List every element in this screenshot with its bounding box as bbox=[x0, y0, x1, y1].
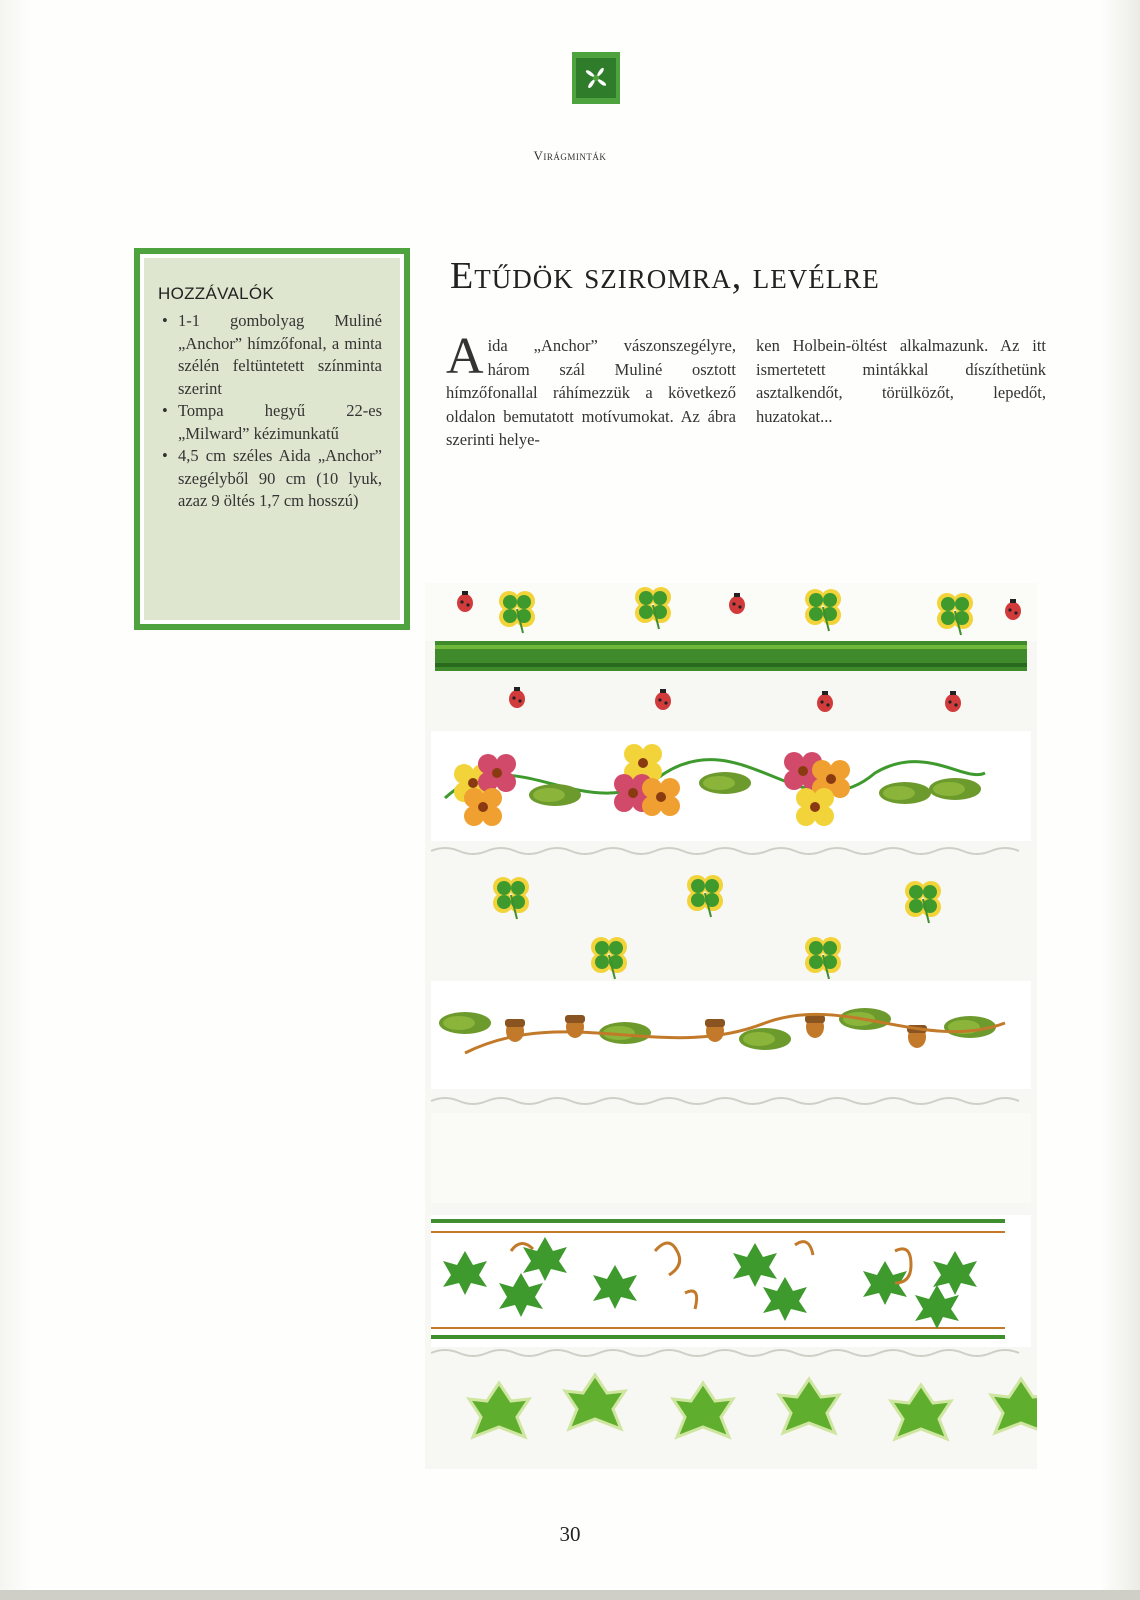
article-text-1: ida „Anchor” vászonszegélyre, három szál Muliné osztott hímzőfonallal ráhímezzük a következő oldalon bemutatott motívumokat. Az ábra szerinti helye- bbox=[446, 336, 736, 450]
ingredients-box bbox=[134, 248, 410, 630]
clover-logo-icon bbox=[570, 50, 622, 106]
article-column-1 bbox=[446, 328, 736, 452]
section-label: Virágminták bbox=[533, 148, 607, 163]
article-text-2: ken Holbein-öltést alkalmazunk. Az itt ismertetett mintákkal díszíthetünk asztalkendőt, törülközőt, lepedőt, huzatokat... bbox=[756, 336, 1046, 426]
ingredient-item: • 1-1 gombolyag Muliné „Anchor” hímzőfonal, a minta szélén feltüntetett színminta szerint bbox=[158, 310, 382, 400]
drop-cap: A bbox=[446, 328, 484, 385]
embroidery-photo bbox=[425, 583, 1037, 1469]
ingredient-item: • 4,5 cm széles Aida „Anchor” szegélyből 90 cm (10 lyuk, azaz 9 öltés 1,7 cm hosszú) bbox=[158, 445, 382, 513]
ingredient-item: • Tompa hegyű 22-es „Milward” kézimunkatű bbox=[158, 400, 382, 445]
ingredients-list bbox=[158, 310, 382, 513]
embroidery-photo-illustration bbox=[425, 583, 1037, 1469]
ingredients-title: HOZZÁVALÓK bbox=[158, 284, 275, 303]
page-number: 30 bbox=[559, 1522, 581, 1546]
ingredients-panel bbox=[144, 258, 400, 620]
page-bottom-edge bbox=[0, 1590, 1140, 1600]
article-column-2 bbox=[756, 334, 1046, 428]
article-title: Etűdök sziromra, levélre bbox=[450, 255, 880, 297]
